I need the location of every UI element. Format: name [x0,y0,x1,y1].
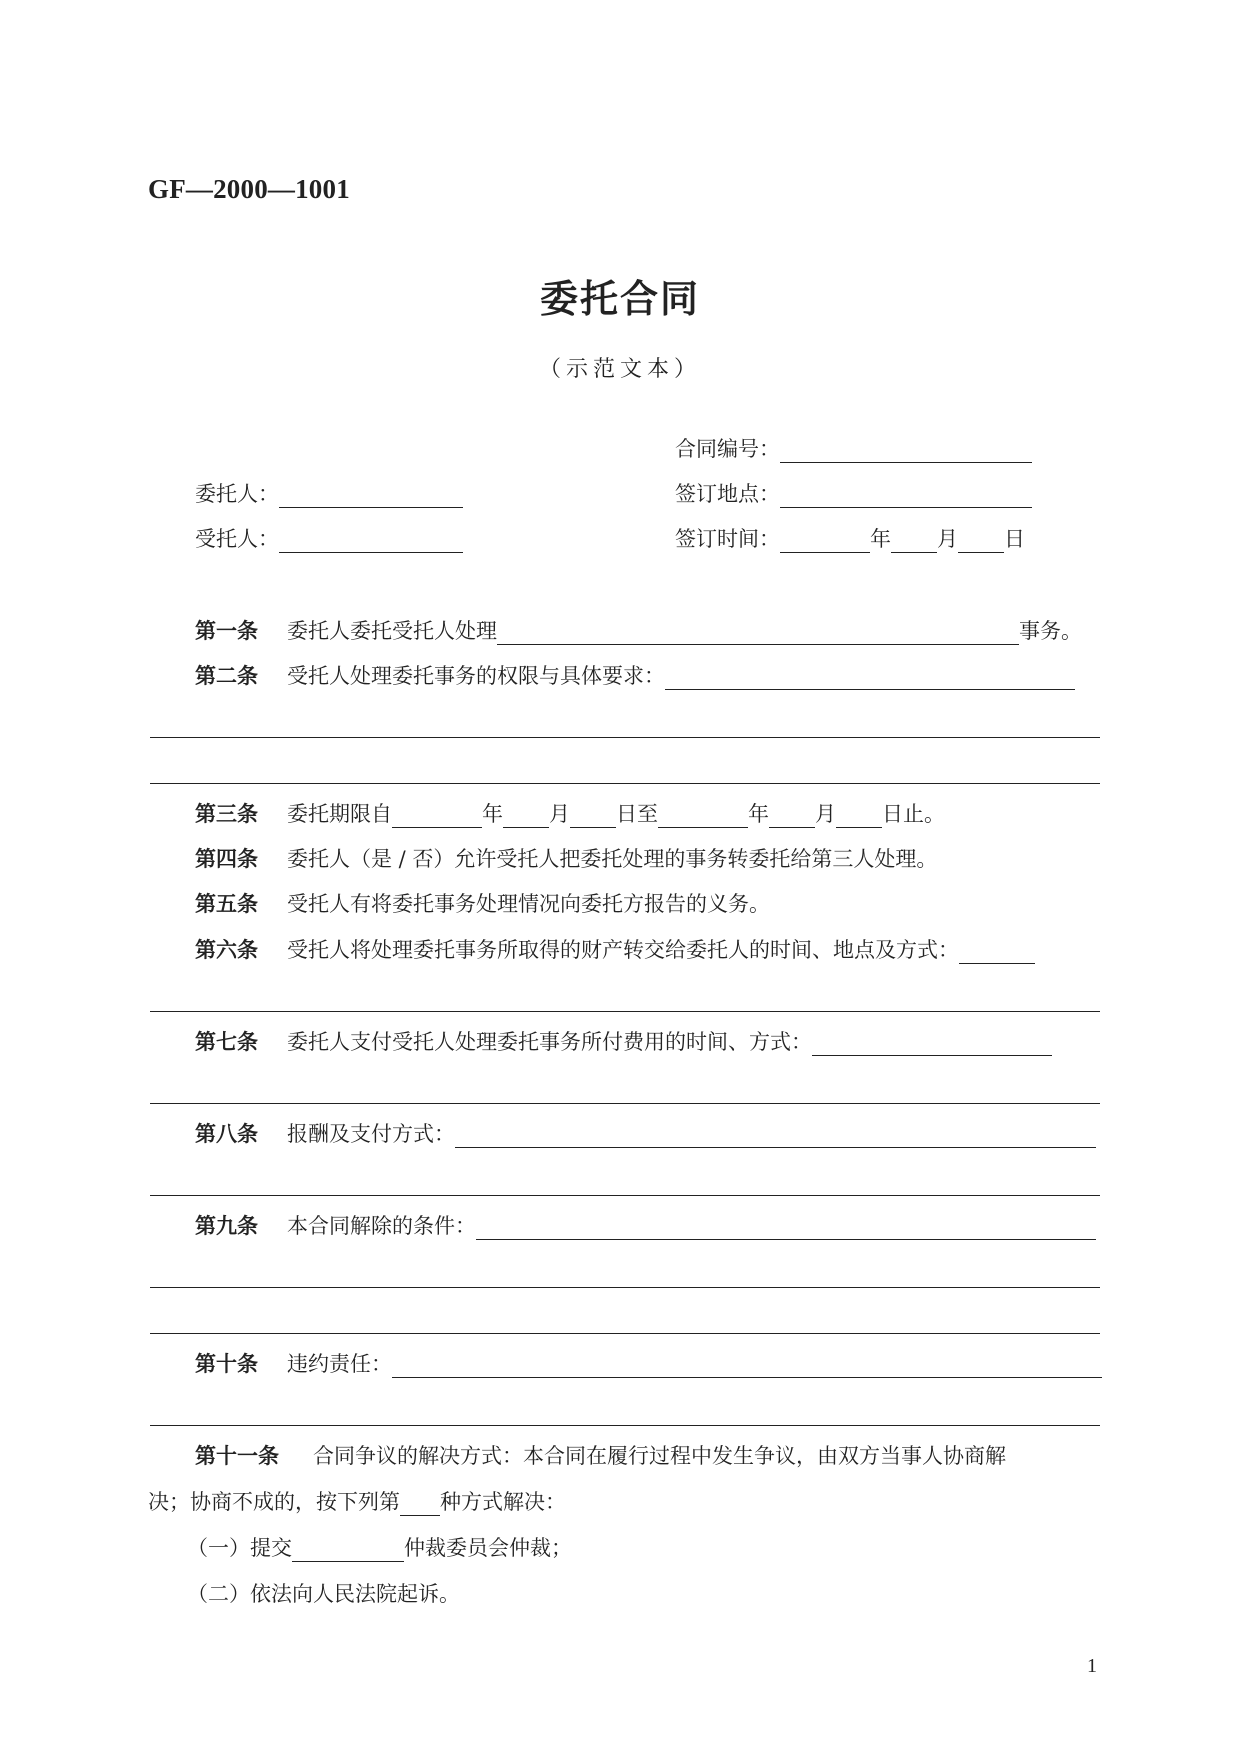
article-4 [195,845,937,873]
article-8-number: 第八条 [195,1121,258,1146]
month-label: 月 [937,527,958,551]
option-1 [187,1534,572,1562]
start-year-label: 年 [482,802,503,826]
article-2 [195,662,1075,690]
article-3-text: 委托期限自 [287,802,392,826]
article-6 [195,936,1035,964]
sign-place-row [675,480,1032,508]
article-11-number: 第十一条 [195,1443,279,1468]
article-10-line-2[interactable] [150,1425,1100,1426]
contract-number-label: 合同编号： [675,437,780,461]
year-label: 年 [870,527,891,551]
article-11-cont-1: 决；协商不成的，按下列第 [148,1490,400,1514]
article-5 [195,890,770,918]
article-1-number: 第一条 [195,618,258,643]
article-7 [195,1028,1052,1056]
article-9-text: 本合同解除的条件： [287,1214,476,1238]
dispute-method-field[interactable] [400,1493,440,1516]
article-11-cont-2: 种方式解决： [440,1490,566,1514]
article-5-text: 受托人有将委托事务处理情况向委托方报告的义务。 [287,892,770,916]
article-7-line-2[interactable] [150,1103,1100,1104]
article-7-number: 第七条 [195,1029,258,1054]
start-day-field[interactable] [570,805,616,828]
article-6-field[interactable] [959,941,1035,964]
agent-field[interactable] [279,530,463,553]
contract-title: 委托合同 [539,276,700,321]
agent-label: 受托人： [195,527,279,551]
article-2-number: 第二条 [195,663,258,688]
article-4-number: 第四条 [195,846,258,871]
article-11 [195,1442,1006,1470]
article-9-line-2[interactable] [150,1287,1100,1288]
article-1-field[interactable] [497,622,1019,645]
article-11-continuation [148,1488,566,1516]
client-label: 委托人： [195,482,279,506]
start-year-field[interactable] [392,805,482,828]
article-8-field[interactable] [455,1125,1096,1148]
article-10-text: 违约责任： [287,1352,392,1376]
start-month-field[interactable] [503,805,549,828]
sign-place-label: 签订地点： [675,482,780,506]
end-month-field[interactable] [769,805,815,828]
article-2-line-3[interactable] [150,783,1100,784]
article-7-field[interactable] [812,1033,1052,1056]
article-3 [195,800,945,828]
sign-day-field[interactable] [958,530,1004,553]
document-code: GF—2000—1001 [148,174,350,204]
article-6-line-2[interactable] [150,1011,1100,1012]
agent-row [195,525,463,553]
sign-year-field[interactable] [780,530,870,553]
client-field[interactable] [279,485,463,508]
end-year-field[interactable] [658,805,748,828]
client-row [195,480,463,508]
article-8 [195,1120,1096,1148]
article-1-text: 委托人委托受托人处理 [287,619,497,643]
option-2 [187,1580,460,1608]
contract-subtitle: （示范文本） [538,357,701,382]
article-10-field[interactable] [392,1355,1102,1378]
article-2-text: 受托人处理委托事务的权限与具体要求： [287,664,665,688]
option-1-text: 仲裁委员会仲裁； [404,1536,572,1560]
sign-place-field[interactable] [780,485,1032,508]
article-9-line-3[interactable] [150,1333,1100,1334]
article-1-end: 事务。 [1019,619,1082,643]
article-2-line-2[interactable] [150,737,1100,738]
start-month-label: 月 [549,802,570,826]
article-6-number: 第六条 [195,937,258,962]
article-9 [195,1212,1096,1240]
sign-time-label: 签订时间： [675,527,780,551]
contract-number-row [675,435,1032,463]
article-5-number: 第五条 [195,891,258,916]
sign-month-field[interactable] [891,530,937,553]
end-day-field[interactable] [836,805,882,828]
option-2-text: （二）依法向人民法院起诉。 [187,1582,460,1606]
day-label: 日 [1004,527,1025,551]
end-day-label: 日止。 [882,802,945,826]
sign-time-row [675,525,1025,553]
article-2-field[interactable] [665,667,1075,690]
page-number: 1 [1087,1655,1097,1677]
article-9-field[interactable] [476,1217,1096,1240]
article-11-text: 合同争议的解决方式：本合同在履行过程中发生争议，由双方当事人协商解 [313,1444,1006,1468]
article-10-number: 第十条 [195,1351,258,1376]
article-4-text: 委托人（是 / 否）允许受托人把委托处理的事务转委托给第三人处理。 [287,847,938,871]
contract-number-field[interactable] [780,440,1032,463]
arbitration-committee-field[interactable] [292,1539,404,1562]
option-1-label: （一）提交 [187,1536,292,1560]
article-3-number: 第三条 [195,801,258,826]
article-10 [195,1350,1102,1378]
article-8-text: 报酬及支付方式： [287,1122,455,1146]
article-7-text: 委托人支付受托人处理委托事务所付费用的时间、方式： [287,1030,812,1054]
end-month-label: 月 [815,802,836,826]
start-day-label: 日至 [616,802,658,826]
article-9-number: 第九条 [195,1213,258,1238]
article-1 [195,617,1082,645]
article-6-text: 受托人将处理委托事务所取得的财产转交给委托人的时间、地点及方式： [287,938,959,962]
end-year-label: 年 [748,802,769,826]
article-8-line-2[interactable] [150,1195,1100,1196]
